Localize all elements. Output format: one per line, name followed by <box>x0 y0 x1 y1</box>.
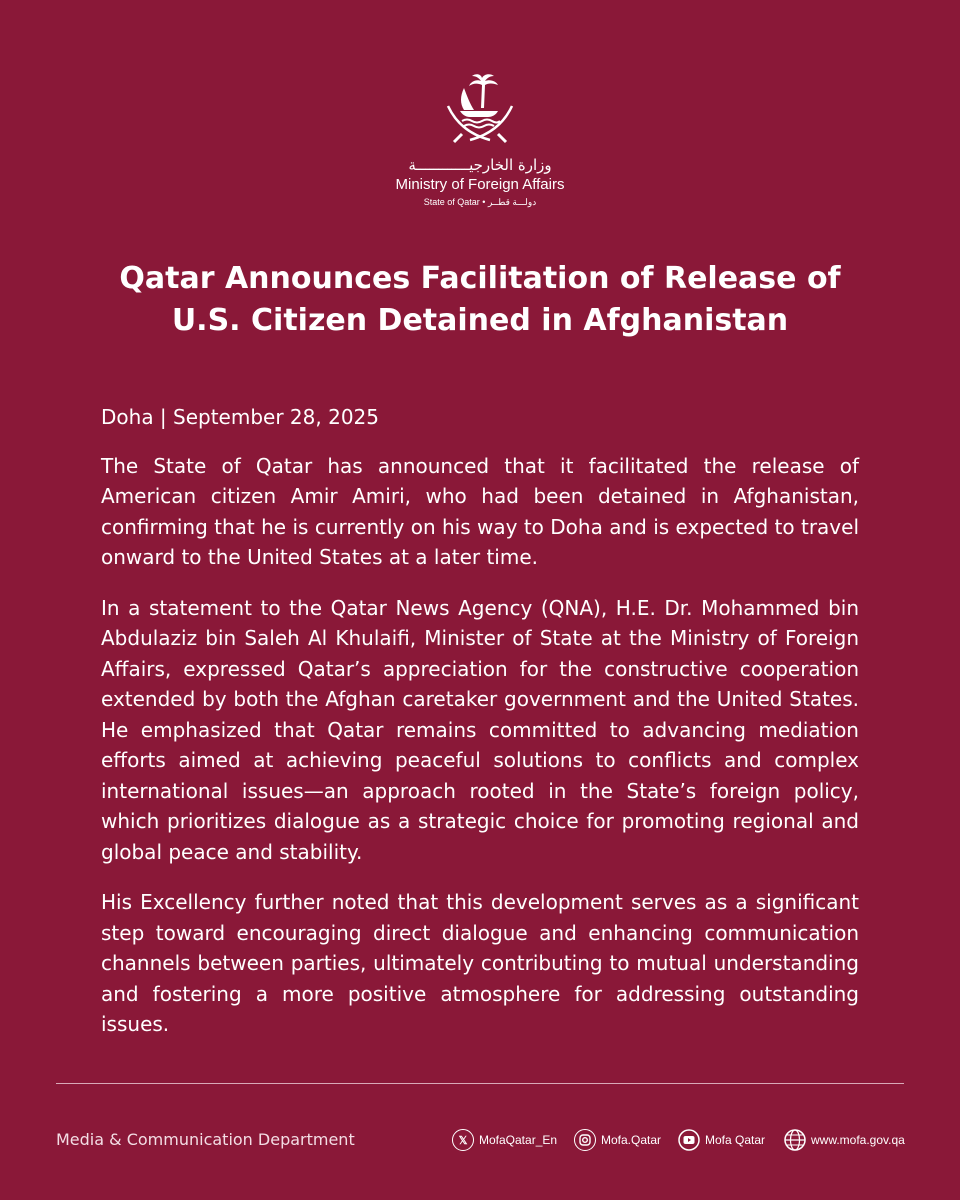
social-instagram-link[interactable] <box>574 1127 661 1153</box>
title-line-1: Qatar Announces Facilitation of Release of <box>119 261 841 296</box>
ministry-english-name: Ministry of Foreign Affairs <box>395 176 565 193</box>
youtube-icon <box>678 1129 700 1151</box>
x-icon: 𝕏 <box>452 1129 474 1151</box>
social-youtube-handle: Mofa Qatar <box>705 1133 766 1147</box>
social-x-link[interactable] <box>452 1127 557 1153</box>
footer-divider <box>56 1083 904 1084</box>
website-link[interactable] <box>784 1127 905 1153</box>
social-instagram-handle: Mofa.Qatar <box>601 1133 662 1147</box>
paragraph-3: His Excellency further noted that this development serves as a significant step toward encouraging direct dialogue and enhancing communication channels between parties, ultimately contributing to mutual understanding and fostering a more positive atmosphere for addressing outstanding issues. <box>101 890 859 1036</box>
state-of-qatar-label: State of Qatar • دولـــة قطــر <box>423 197 537 207</box>
ministry-logo <box>380 70 580 220</box>
qatar-emblem-icon <box>440 70 520 152</box>
ministry-arabic-name: وزارة الخارجيــــــــــــة <box>408 156 552 174</box>
page-title <box>60 258 900 342</box>
website-url: www.mofa.gov.qa <box>811 1133 905 1147</box>
paragraph-1: The State of Qatar has announced that it facilitated the release of American citizen Amir Amiri, who had been detained in Afghanistan, confirming that he is currently on his way to Doha and is expected to travel onward to the United States at a later time. <box>101 453 859 569</box>
social-x-handle: MofaQatar_En <box>479 1133 558 1147</box>
title-line-2: U.S. Citizen Detained in Afghanistan <box>171 303 789 338</box>
globe-icon <box>784 1129 806 1151</box>
dateline: Doha | September 28, 2025 <box>101 405 379 429</box>
department-label: Media & Communication Department <box>56 1130 355 1149</box>
statement-body <box>101 402 859 1060</box>
social-youtube-link[interactable] <box>678 1127 765 1153</box>
instagram-icon <box>574 1129 596 1151</box>
paragraph-2: In a statement to the Qatar News Agency (QNA), H.E. Dr. Mohammed bin Abdulaziz bin Saleh Al Khulaifi, Minister of State at the Ministry of Foreign Affairs, expressed Qatar’s appreciation for the constructive cooperation extended by both the Afghan caretaker government and the United States. He emphasized that Qatar remains committed to advancing mediation efforts aimed at achieving peaceful solutions to conflicts and complex international issues—an approach rooted in the State’s foreign policy, which prioritizes dialogue as a strategic choice for promoting regional and global peace and stability. <box>101 595 859 864</box>
